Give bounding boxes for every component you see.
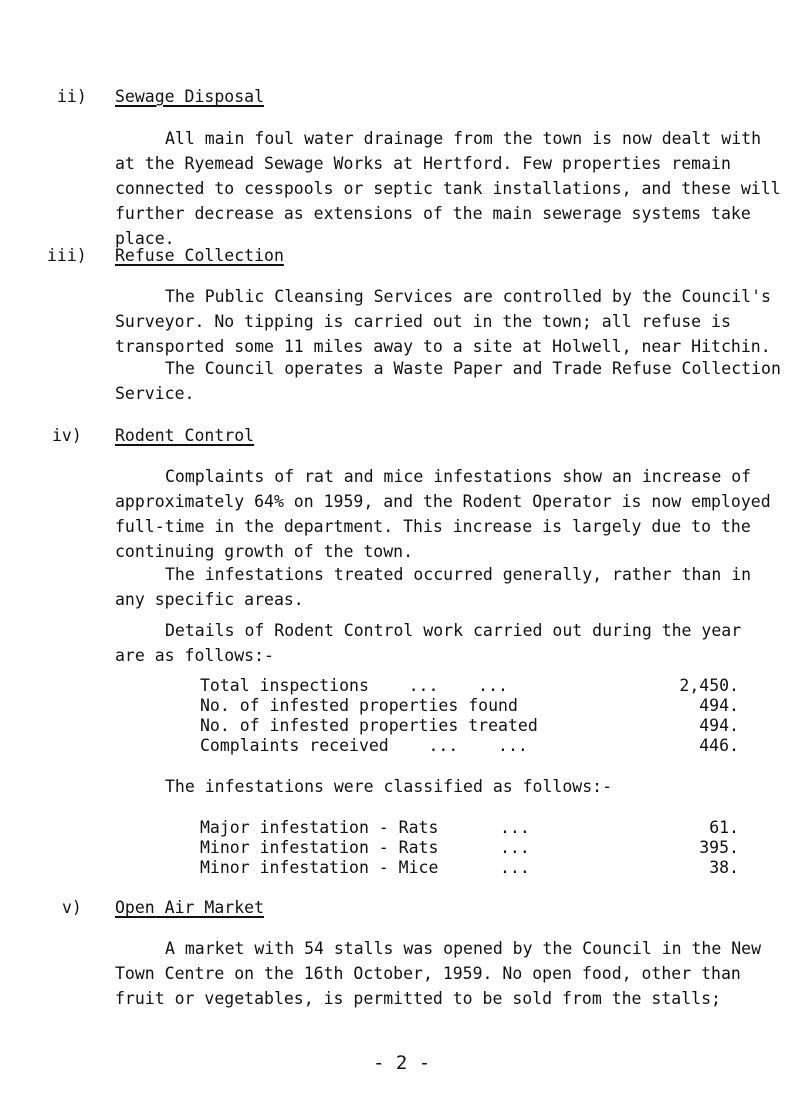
section-number: iii) <box>47 246 87 265</box>
text-line: A market with 54 stalls was opened by the Council in the New <box>165 939 762 958</box>
text-line: full-time in the department. This increase is largely due to the <box>115 517 751 536</box>
text-line: Details of Rodent Control work carried out during the year <box>165 621 742 640</box>
table-row-value: 446. <box>699 736 739 755</box>
table-row-label: Minor infestation - Rats <box>200 838 439 857</box>
table-row-dots: ... <box>500 818 530 837</box>
paragraph <box>115 618 741 668</box>
text-line: Town Centre on the 16th October, 1959. No open food, other than <box>115 964 741 983</box>
text-line: place. <box>115 229 175 248</box>
text-line: continuing growth of the town. <box>115 542 414 561</box>
table-row-value: 494. <box>699 696 739 715</box>
text-line: at the Ryemead Sewage Works at Hertford. Few properties remain <box>115 154 731 173</box>
text-line: Service. <box>115 384 195 403</box>
table-row-label: Minor infestation - Mice <box>200 858 439 877</box>
text-line: transported some 11 miles away to a site at Holwell, near Hitchin. <box>115 337 771 356</box>
section-heading-sewage-disposal: Sewage Disposal <box>115 87 265 106</box>
text-line: Complaints of rat and mice infestations show an increase of <box>165 467 752 486</box>
section-number: ii) <box>57 87 87 106</box>
paragraph <box>115 284 771 359</box>
table-row-value: 395. <box>699 838 739 857</box>
table-row-value: 38. <box>709 858 739 877</box>
text-line: approximately 64% on 1959, and the Rodent Operator is now employed <box>115 492 771 511</box>
section-number: v) <box>62 898 82 917</box>
paragraph <box>115 464 771 564</box>
table-row-value: 2,450. <box>679 676 739 695</box>
text-line: The Council operates a Waste Paper and Trade Refuse Collection <box>165 359 781 378</box>
classification-intro: The infestations were classified as follows:- <box>165 777 613 796</box>
text-line: The infestations treated occurred generally, rather than in <box>165 565 752 584</box>
table-row-label: Complaints received ... ... <box>200 736 528 755</box>
text-line: any specific areas. <box>115 590 304 609</box>
table-row-dots: ... <box>500 858 530 877</box>
page-number: - 2 - <box>373 1052 431 1074</box>
paragraph <box>115 936 761 1011</box>
table-row-value: 494. <box>699 716 739 735</box>
section-heading-open-air-market: Open Air Market <box>115 898 265 917</box>
table-row-label: Major infestation - Rats <box>200 818 439 837</box>
section-heading-refuse-collection: Refuse Collection <box>115 246 284 265</box>
text-line: are as follows:- <box>115 646 274 665</box>
table-row-value: 61. <box>709 818 739 837</box>
text-line: All main foul water drainage from the town is now dealt with <box>165 129 762 148</box>
table-row-label: No. of infested properties treated <box>200 716 538 735</box>
text-line: further decrease as extensions of the main sewerage systems take <box>115 204 751 223</box>
table-row-label: Total inspections ... ... <box>200 676 508 695</box>
paragraph <box>115 562 751 612</box>
table-row-dots: ... <box>500 838 530 857</box>
text-line: fruit or vegetables, is permitted to be sold from the stalls; <box>115 989 721 1008</box>
table-row-label: No. of infested properties found <box>200 696 518 715</box>
section-heading-rodent-control: Rodent Control <box>115 426 255 445</box>
paragraph <box>115 356 781 406</box>
text-line: Surveyor. No tipping is carried out in the town; all refuse is <box>115 312 731 331</box>
text-line: The Public Cleansing Services are controlled by the Council's <box>165 287 771 306</box>
paragraph <box>115 126 781 251</box>
section-number: iv) <box>52 426 82 445</box>
text-line: connected to cesspools or septic tank installations, and these will <box>115 179 781 198</box>
